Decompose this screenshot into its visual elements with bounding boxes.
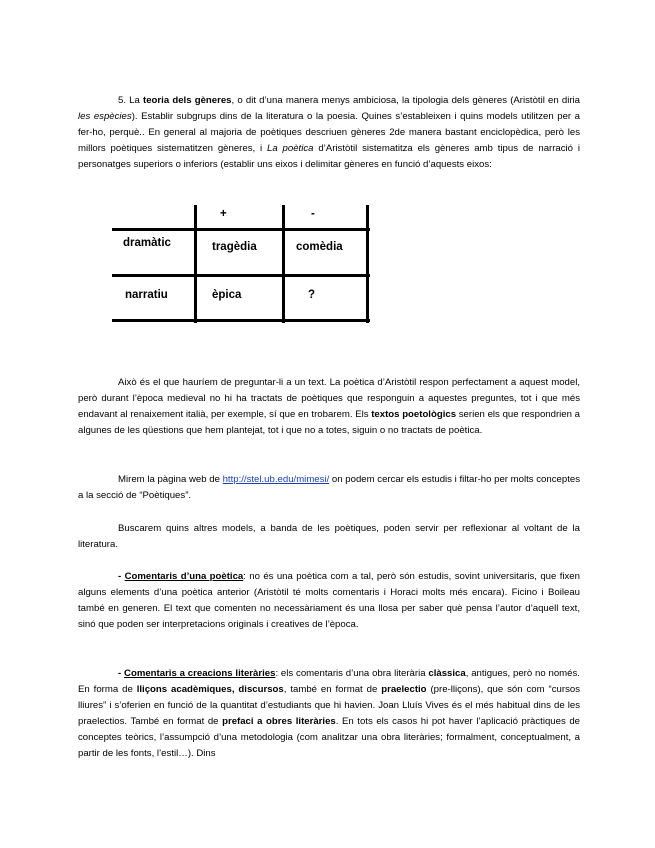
term-genre-theory: teoria dels gèneres [143,95,232,106]
section-number: 5. La [118,95,144,106]
row-label-narrative: narratiu [125,289,168,301]
paragraph-poetics-comments [78,569,580,633]
table-line [112,274,370,277]
mimesi-link[interactable]: http://stel.ub.edu/mimesi/ [222,474,330,485]
table-line [282,205,285,323]
term-praelectio: praelectio [381,684,427,696]
genre-table [112,205,372,325]
header-plus: + [220,208,227,220]
text-run: : no és una poètica com a tal, però són estudis, sovint universitaris, que fixen alguns elements d’una poètica anterior (Aristòtil té molts comentaris i Horaci molts més encara). Ficino i Boileau també en generen. El text que comenten no necessàriament és una llosa per saber què pensa l’autor d’aquell text, sinó que poden ser interpretacions originals i creatives de l’època. [78,571,580,631]
text-run: . En tots els casos hi pot haver l’aplicació pràctiques de conceptes teòrics, l’assumpció d’una metodologia (com analitzar una obra literàries; formalment, conceptualment, a partir de les fonts, l’estil…). Dins [78,716,581,760]
paragraph-aristotle [78,375,580,439]
row-label-dramatic: dramàtic [123,237,171,249]
paragraph-other-models [78,521,580,553]
term-lessons: lliçons acadèmiques, discursos [136,684,284,696]
bullet-dash: - [118,571,125,582]
table-line [112,228,370,231]
text-run: d’Aristòtil sistematitza els gèneres amb tipus de narració i personatges superiors o inferiors (establir uns eixos i delimitar gèneres en funció d’aquests eixos: [78,143,580,171]
text-run: serien els que respondrien a algunes de les qüestions que hem plantejat, tot i que no a totes, siguin o no tractats de poètica. [78,409,580,437]
text-run: ). Establir subgrups dins de la literatura o la poesia. Quines s’estableixen i quins models utilitzen per a fer-ho, perquè.. En general al majoria de poètiques descriuen gèneres 2de manera bastant enciclopèdica, però les millors poètiques sistematitzen gèneres, i [78,111,580,155]
text-run: , antigues, però no només. En forma de [78,668,580,696]
text-run: Mirem la pàgina web de [118,474,223,485]
paragraph-literary-comments [78,666,580,763]
table-line [366,205,369,323]
header-minus: - [311,208,315,220]
term-classic: clàssica [428,668,466,679]
text-run: , també en format de [283,684,382,696]
heading-literary-comments: Comentaris a creacions literàries [124,668,276,679]
text-run: on podem cercar els estudis i filtar-ho per molts conceptes a la secció de “Poètiques”. [78,474,580,502]
cell-tragedy: tragèdia [212,241,257,253]
cell-comedy: comèdia [296,241,343,253]
text-run: (pre-lliçons), que són com “cursos lliures” i s’oferien en funció de la quantitat d’estudiants que hi havien. Joan Lluís Vives és el més habitual dins de les praelectios. També en format de [78,684,580,728]
table-line [194,205,197,323]
term-poetics: La poètica [267,143,314,155]
term-species: les espècies [78,111,132,123]
cell-epic: èpica [212,289,242,301]
cell-unknown: ? [308,289,316,301]
text-run: Això és el que hauríem de preguntar-li a un text. La poètica d’Aristòtil respon perfectament a aquest model, però durant l’època medieval no hi ha tractats de poètiques que responguin a aquestes preguntes, tot i que més endavant al renaixement italià, per exemple, sí que en trobarem. Els [78,377,580,421]
text-run: : els comentaris d’una obra literària [275,668,429,679]
text-run: , o dit d’una manera menys ambiciosa, la tipologia dels gèneres (Aristòtil en diria [231,95,580,106]
text-run: Buscarem quins altres models, a banda de les poètiques, poden servir per reflexionar al voltant de la literatura. [78,523,580,551]
paragraph-web [78,472,580,504]
paragraph-genre-theory [78,93,580,173]
term-poetological-texts: textos poetològics [371,409,457,421]
bullet-dash: - [118,668,125,679]
table-line [112,319,370,322]
term-preface: prefaci a obres literàries [222,716,336,728]
heading-poetics-comments: Comentaris d’una poètica [124,571,244,582]
